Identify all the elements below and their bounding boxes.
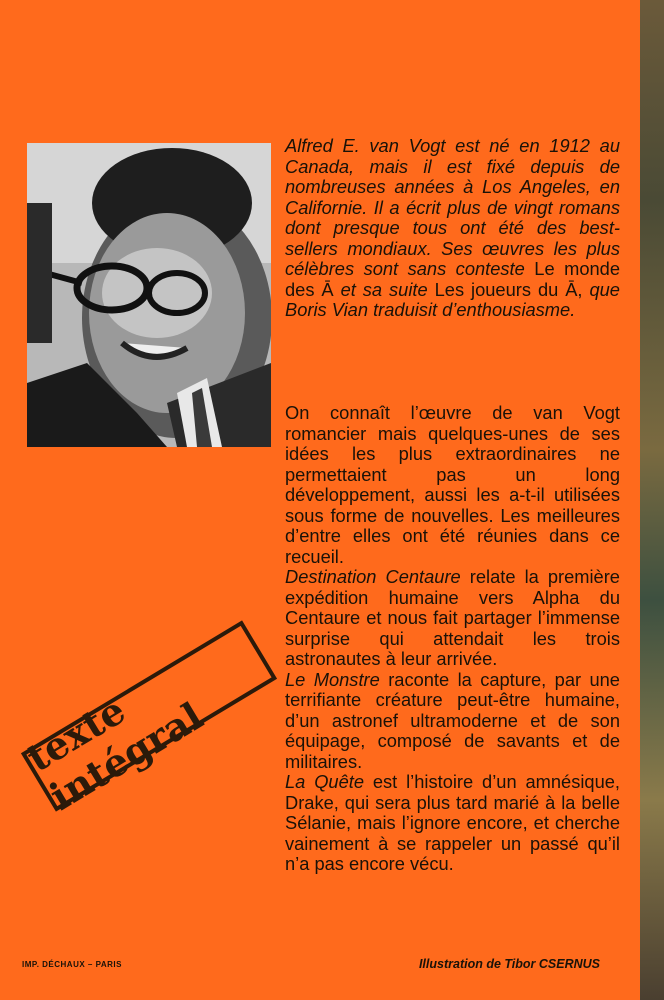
book-spine-edge	[640, 0, 664, 1000]
bio-text-1: Alfred E. van Vogt est né en 1912 au Canada, mais il est fixé depuis de nombreuses années à Los Angeles, en Californie. Il a écrit plus de vingt romans dont presque tous ont été des best-sellers mondiaux. Ses œuvres les plus célèbres sont sans conteste	[285, 135, 620, 279]
author-portrait-image	[27, 143, 271, 447]
bio-title-2: Les joueurs du Ā,	[434, 278, 583, 300]
story-paragraph	[285, 772, 620, 875]
texte-integral-stamp	[18, 620, 277, 819]
bio-title-1: Le monde des Ā	[285, 258, 620, 300]
story-paragraph	[285, 670, 620, 773]
story-text: relate la première expédition humaine vers Alpha du Centaure et nous fait partager l’immense surprise qui attendait les trois astronautes à leur arrivée.	[285, 566, 620, 669]
story-title: Destination Centaure	[285, 566, 461, 587]
intro-paragraph: On connaît l’œuvre de van Vogt romancier mais quelques-unes de ses idées les plus extraordinaires ne permettaient pas un long développement, aussi les a-t-il utilisées sous forme de nouvelles. Les meilleures d’entre elles ont été réunies dans ce recueil.	[285, 402, 620, 567]
story-text: est l’histoire d’un amnésique, Drake, qui sera plus tard marié à la belle Sélanie, mais l’ignore encore, et cherche vainement à se rappeler un passé qu’il n’a pas encore vécu.	[285, 771, 620, 874]
story-title: La Quête	[285, 771, 364, 792]
author-bio	[285, 136, 620, 321]
story-paragraph	[285, 567, 620, 670]
author-photo	[27, 143, 271, 447]
bio-text-3: que Boris Vian traduisit d’enthousiasme.	[285, 278, 620, 320]
bio-text-2: et sa suite	[340, 278, 428, 300]
story-text: raconte la capture, par une terrifiante créature peut-être humaine, d’un astronef ultramoderne et de son équipage, composé de savants et de militaires.	[285, 668, 620, 772]
story-title: Le Monstre	[285, 668, 380, 690]
collection-description	[285, 403, 620, 875]
printer-credit: IMP. DÉCHAUX – PARIS	[22, 960, 122, 969]
stamp-label: texte intégral	[18, 687, 211, 819]
illustration-credit: Illustration de Tibor CSERNUS	[418, 957, 600, 971]
